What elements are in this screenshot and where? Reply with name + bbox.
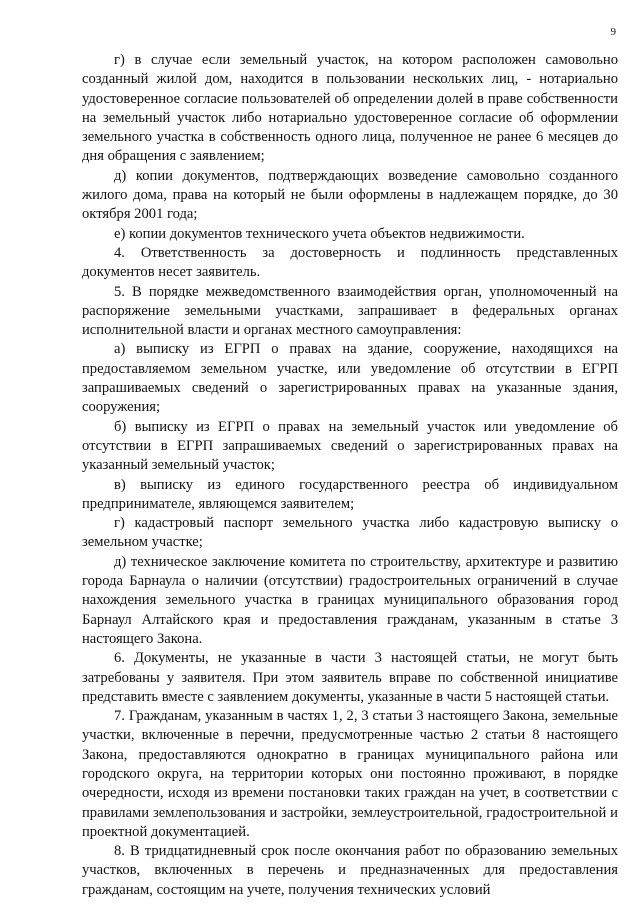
page-number: 9 <box>610 26 616 38</box>
paragraph-v-entrepreneur-extract: в) выписку из единого государственного реестра об индивидуальном предпринимателе, являющемся заявителем; <box>82 476 618 512</box>
paragraph-a-building-rights-extract: а) выписку из ЕГРП о правах на здание, сооружение, находящихся на предоставляемом земельном участке, или уведомление об отсутствии в ЕГРП запрашиваемых сведений о зарегистрированных правах на указанные здания, сооружения; <box>82 341 618 416</box>
paragraph-g-cadastral-passport: г) кадастровый паспорт земельного участка либо кадастровую выписку о земельном участке; <box>82 515 618 551</box>
paragraph-6-documents: 6. Документы, не указанные в части 3 настоящей статьи, не могут быть затребованы у заявителя. При этом заявитель вправе по собственной инициативе представить вместе с заявлением документы, указанные в части 5 настоящей статьи. <box>82 650 618 705</box>
paragraph-b-land-rights-extract: б) выписку из ЕГРП о правах на земельный участок или уведомление об отсутствии в ЕГРП запрашиваемых сведений о зарегистрированных правах на указанный земельный участок; <box>82 418 618 474</box>
paragraph-4-responsibility: 4. Ответственность за достоверность и подлинность представленных документов несет заявитель. <box>82 244 618 281</box>
paragraph-7-land-allocation: 7. Гражданам, указанным в частях 1, 2, 3 статьи 3 настоящего Закона, земельные участки, включенные в перечни, предусмотренные частью 2 статьи 8 настоящего Закона, предоставляются однократно в границах муниципального района или городского округа, на территории которых они постоянно проживают, в порядке очередности, исходя из времени постановки таких граждан на учет, в соответствии с правилами землепользования и застройки, землеустроительной, градостроительной и проектной документацией. <box>82 708 618 840</box>
paragraph-5-interagency-request: 5. В порядке межведомственного взаимодействия орган, уполномоченный на распоряжение земельными участками, запрашивает в федеральных органах исполнительной власти и органах местного самоуправления: <box>82 283 618 339</box>
paragraph-e-technical-records: е) копии документов технического учета объектов недвижимости. <box>114 225 525 242</box>
document-body <box>82 51 618 900</box>
paragraph-g-notarized-consent: г) в случае если земельный участок, на котором расположен самовольно созданный жилой дом, находится в пользовании нескольких лиц, - нотариально удостоверенное согласие пользователей об определении долей в праве собственности на земельный участок либо нотариально удостоверенное согласие об оформлении земельного участка в собственность одного лица, полученное не ранее 6 месяцев до дня обращения с заявлением; <box>82 52 618 165</box>
paragraph-d-technical-conclusion: д) техническое заключение комитета по строительству, архитектуре и развитию города Барнаула о наличии (отсутствии) градостроительных ограничений в случае нахождения земельного участка в границах муниципального образования город Барнаул Алтайского края и предоставления гражданам, указанным в статье 3 настоящего Закона. <box>82 553 618 647</box>
paragraph-8-thirty-day-term: 8. В тридцатидневный срок после окончания работ по образованию земельных участков, включенных в перечень и предназначенных для предоставления гражданам, состоящим на учете, получения технических условий <box>82 843 618 898</box>
paragraph-d-construction-documents: д) копии документов, подтверждающих возведение самовольно созданного жилого дома, права на который не были оформлены в надлежащем порядке, до 30 октября 2001 года; <box>82 167 618 223</box>
